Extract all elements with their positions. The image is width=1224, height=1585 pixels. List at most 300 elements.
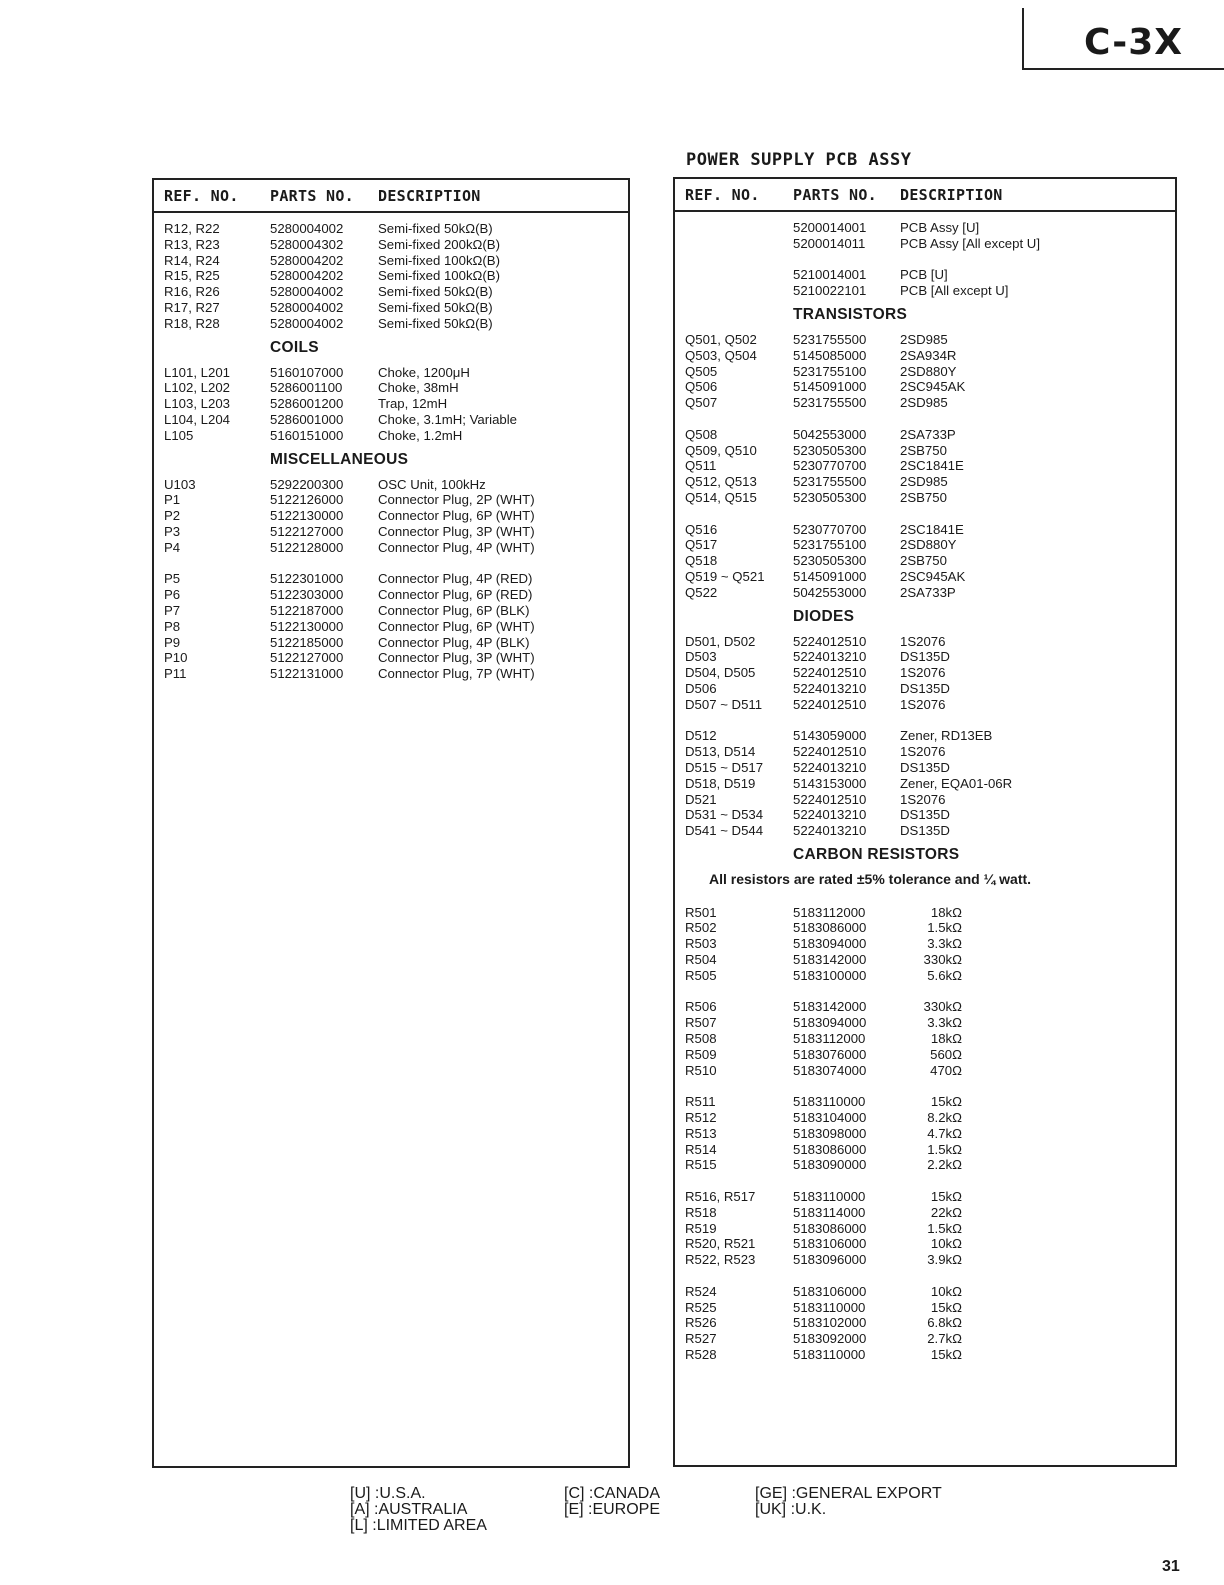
table-row (675, 665, 1175, 681)
table-row (675, 968, 1175, 984)
part-no: 5042553000 (793, 584, 867, 600)
ref-no: Q508 (685, 426, 718, 442)
ref-no: R520, R521 (685, 1236, 756, 1252)
legend-item (350, 1517, 487, 1535)
table-row (675, 1315, 1175, 1331)
row-gap (675, 411, 1175, 427)
legend-name: LIMITED AREA (376, 1517, 487, 1534)
table-row (675, 681, 1175, 697)
part-no: 5183110000 (793, 1094, 866, 1110)
description: 2.7kΩ (927, 1331, 962, 1347)
part-no: 5122126000 (270, 492, 344, 508)
group-title (675, 839, 1175, 872)
description: 1S2076 (900, 744, 946, 760)
ref-no: P10 (164, 650, 188, 666)
table-body (154, 221, 628, 682)
part-no: 5183106000 (793, 1283, 867, 1299)
table-row (675, 1205, 1175, 1221)
table-row (675, 1221, 1175, 1237)
description: DS135D (900, 680, 950, 696)
ref-no: R18, R28 (164, 315, 220, 331)
description: 2SB750 (900, 489, 947, 505)
part-no: 5286001000 (270, 411, 344, 427)
ref-no: Q512, Q513 (685, 474, 757, 490)
description: 560Ω (930, 1046, 962, 1062)
part-no: 5183092000 (793, 1331, 867, 1347)
table-row (154, 412, 628, 428)
ref-no: Q509, Q510 (685, 442, 757, 458)
ref-no: R519 (685, 1220, 717, 1236)
table-row (154, 284, 628, 300)
table-row (675, 1015, 1175, 1031)
table-row (675, 776, 1175, 792)
ref-no: Q501, Q502 (685, 331, 757, 347)
description: 15kΩ (930, 1189, 962, 1205)
ref-no: L101, L201 (164, 364, 231, 380)
legend-name: EUROPE (592, 1501, 661, 1518)
legend-name: U.S.A. (379, 1485, 426, 1502)
ref-no: D518, D519 (685, 775, 756, 791)
table-row (154, 237, 628, 253)
description: Connector Plug, 2P (WHT) (378, 492, 535, 508)
parts-no-header: PARTS NO. (270, 187, 354, 205)
part-no: 5183106000 (793, 1236, 867, 1252)
part-no: 5143153000 (793, 775, 867, 791)
description: Connector Plug, 6P (WHT) (378, 618, 535, 634)
legend-code: [L] : (350, 1517, 377, 1534)
part-no: 5122130000 (270, 508, 344, 524)
table-row (675, 728, 1175, 744)
part-no: 5042553000 (793, 426, 867, 442)
table-row (154, 253, 628, 269)
part-no: 5122131000 (270, 666, 344, 682)
description: 2SD880Y (900, 537, 957, 553)
ref-no: Q518 (685, 553, 718, 569)
description: Choke, 38mH (378, 380, 459, 396)
ref-no: R14, R24 (164, 252, 220, 268)
description: Connector Plug, 7P (WHT) (378, 666, 535, 682)
ref-no: R511 (685, 1094, 716, 1110)
part-no: 5210014001 (793, 267, 867, 283)
table-row (675, 474, 1175, 490)
part-no: 5231755500 (793, 474, 867, 490)
part-no: 5183100000 (793, 967, 867, 983)
ref-no: R510 (685, 1062, 717, 1078)
description: Zener, RD13EB (900, 728, 993, 744)
part-no: 5160107000 (270, 364, 344, 380)
table-row (154, 666, 628, 682)
description: Choke, 3.1mH; Variable (378, 411, 518, 427)
table-row (154, 635, 628, 651)
table-row (675, 744, 1175, 760)
description: Connector Plug, 6P (RED) (378, 587, 533, 603)
description: 18kΩ (930, 904, 962, 920)
legend-code: [GE] : (755, 1485, 796, 1502)
part-no: 5122301000 (270, 571, 344, 587)
ref-no: D531 ~ D534 (685, 807, 764, 823)
row-gap (675, 1173, 1175, 1189)
ref-no: P9 (164, 634, 181, 650)
part-no: 5183076000 (793, 1046, 867, 1062)
ref-no: P6 (164, 587, 181, 603)
section-title: POWER SUPPLY PCB ASSY (686, 150, 912, 170)
ref-no: R512 (685, 1110, 717, 1126)
ref-no: R525 (685, 1299, 717, 1315)
row-gap (675, 713, 1175, 729)
part-no: 5280004002 (270, 299, 344, 315)
table-row (675, 458, 1175, 474)
description: Choke, 1200μH (378, 364, 470, 380)
ref-no: R13, R23 (164, 236, 220, 252)
description: 2SA934R (900, 347, 957, 363)
model-box (1022, 8, 1224, 70)
description: 15kΩ (930, 1347, 962, 1362)
table-row (675, 1063, 1175, 1079)
part-no: 5145091000 (793, 379, 867, 395)
table-row (675, 1110, 1175, 1126)
description: Semi-fixed 50kΩ(B) (378, 221, 493, 236)
part-no: 5122187000 (270, 602, 344, 618)
part-no: 5280004202 (270, 268, 344, 284)
part-no: 5122127000 (270, 650, 344, 666)
ref-no: R506 (685, 999, 717, 1015)
description: PCB Assy [All except U] (900, 235, 1040, 251)
ref-no: R12, R22 (164, 221, 220, 236)
legend-name: GENERAL EXPORT (795, 1485, 942, 1502)
part-no: 5231755500 (793, 331, 867, 347)
table-row (675, 1236, 1175, 1252)
description: DS135D (900, 759, 950, 775)
part-no: 5183086000 (793, 920, 867, 936)
table-row (154, 508, 628, 524)
table-row (154, 380, 628, 396)
description: 2SC1841E (900, 521, 964, 537)
part-no: 5122185000 (270, 634, 344, 650)
description: 2SD880Y (900, 363, 957, 379)
table-row (675, 379, 1175, 395)
row-gap (675, 252, 1175, 268)
table-row (154, 268, 628, 284)
table-row (675, 697, 1175, 713)
description: Trap, 12mH (378, 396, 448, 412)
ref-no: Q514, Q515 (685, 489, 757, 505)
table-row (675, 348, 1175, 364)
part-no: 5183094000 (793, 936, 867, 952)
group-title-text: CARBON RESISTORS (793, 845, 960, 863)
ref-no: P1 (164, 492, 181, 508)
table-row (154, 316, 628, 332)
table-row (675, 936, 1175, 952)
table-row (675, 634, 1175, 650)
part-no: 5230505300 (793, 489, 867, 505)
table-row (675, 1331, 1175, 1347)
description: 4.7kΩ (927, 1125, 962, 1141)
ref-no: R526 (685, 1315, 717, 1331)
table-row (675, 395, 1175, 411)
part-no: 5280004202 (270, 252, 344, 268)
group-title (675, 601, 1175, 634)
part-no: 5122303000 (270, 587, 344, 603)
ref-no: R16, R26 (164, 284, 220, 300)
ref-no: D541 ~ D544 (685, 823, 764, 839)
part-no: 5200014011 (793, 235, 866, 251)
description: 2SC945AK (900, 379, 966, 395)
description: 3.9kΩ (927, 1252, 962, 1268)
ref-no: P4 (164, 539, 181, 555)
part-no: 5183096000 (793, 1252, 867, 1268)
description: DS135D (900, 649, 950, 665)
part-no: 5224013210 (793, 807, 867, 823)
description: 2SD985 (900, 331, 948, 347)
ref-no: Q517 (685, 537, 718, 553)
model-name: C-3X (1084, 22, 1183, 63)
ref-no: P2 (164, 508, 181, 524)
part-no: 5280004002 (270, 284, 344, 300)
legend-item (755, 1501, 826, 1519)
description: Connector Plug, 6P (BLK) (378, 602, 530, 618)
part-no: 5183074000 (793, 1062, 867, 1078)
ref-no: L105 (164, 427, 194, 443)
group-title (154, 332, 628, 365)
ref-no: Q511 (685, 458, 717, 474)
description: 3.3kΩ (927, 936, 962, 952)
description: Connector Plug, 3P (WHT) (378, 523, 535, 539)
row-gap (675, 889, 1175, 905)
description: Semi-fixed 200kΩ(B) (378, 236, 500, 252)
legend-name: AUSTRALIA (378, 1501, 468, 1518)
part-no: 5122130000 (270, 618, 344, 634)
table-row (675, 427, 1175, 443)
table-row (675, 443, 1175, 459)
ref-no: P7 (164, 602, 181, 618)
part-no: 5183114000 (793, 1204, 866, 1220)
table-row (154, 650, 628, 666)
table-row (154, 428, 628, 444)
part-no: 5231755100 (793, 363, 867, 379)
table-row (675, 332, 1175, 348)
ref-no: L103, L203 (164, 396, 231, 412)
ref-no-header: REF. NO. (164, 187, 239, 205)
description: 2SC945AK (900, 568, 966, 584)
description: Connector Plug, 3P (WHT) (378, 650, 535, 666)
description: 10kΩ (930, 1283, 962, 1299)
description: Connector Plug, 4P (RED) (378, 571, 533, 587)
description: DS135D (900, 823, 950, 839)
table-row (675, 999, 1175, 1015)
row-gap (154, 556, 628, 572)
ref-no: R509 (685, 1046, 717, 1062)
description: Semi-fixed 100kΩ(B) (378, 252, 500, 268)
ref-no: R528 (685, 1347, 717, 1362)
description: 1S2076 (900, 633, 946, 649)
ref-no: D504, D505 (685, 665, 756, 681)
group-title (675, 299, 1175, 332)
part-no: 5224012510 (793, 633, 867, 649)
part-no: 5286001200 (270, 396, 344, 412)
part-no: 5231755500 (793, 395, 867, 411)
ref-no: D506 (685, 680, 717, 696)
group-note-text: All resistors are rated ±5% tolerance and ¼ watt. (709, 870, 1032, 887)
part-no: 5122127000 (270, 523, 344, 539)
table-row (675, 267, 1175, 283)
ref-no: R504 (685, 952, 717, 968)
ref-no: R527 (685, 1331, 717, 1347)
description: Connector Plug, 4P (WHT) (378, 539, 535, 555)
ref-no: Q522 (685, 584, 718, 600)
table-row (675, 490, 1175, 506)
part-no: 5183094000 (793, 1015, 867, 1031)
group-title-text: COILS (270, 338, 319, 356)
parts-no-header: PARTS NO. (793, 186, 877, 204)
part-no: 5200014001 (793, 220, 867, 235)
table-row (154, 477, 628, 493)
ref-no: R15, R25 (164, 268, 220, 284)
row-gap (675, 1268, 1175, 1284)
part-no: 5183086000 (793, 1141, 867, 1157)
ref-no: Q503, Q504 (685, 347, 757, 363)
description: 2SC1841E (900, 458, 964, 474)
ref-no: D512 (685, 728, 717, 744)
part-no: 5183090000 (793, 1157, 867, 1173)
part-no: 5230505300 (793, 553, 867, 569)
description: 330kΩ (923, 952, 962, 968)
table-row (154, 396, 628, 412)
table-row (675, 585, 1175, 601)
table-row (154, 300, 628, 316)
part-no: 5183102000 (793, 1315, 867, 1331)
part-no: 5143059000 (793, 728, 867, 744)
group-note (675, 872, 1175, 889)
description: 15kΩ (930, 1094, 962, 1110)
description: 10kΩ (930, 1236, 962, 1252)
part-no: 5183142000 (793, 999, 867, 1015)
description: OSC Unit, 100kHz (378, 476, 486, 492)
ref-no: D507 ~ D511 (685, 696, 763, 712)
table-row (675, 823, 1175, 839)
part-no: 5280004002 (270, 221, 344, 236)
ref-no: Q507 (685, 395, 718, 411)
group-title-text: DIODES (793, 607, 855, 625)
ref-no: R513 (685, 1125, 717, 1141)
description: 1S2076 (900, 696, 946, 712)
row-gap (675, 984, 1175, 1000)
part-no: 5231755100 (793, 537, 867, 553)
table-row (675, 760, 1175, 776)
ref-no: D503 (685, 649, 717, 665)
ref-no: R524 (685, 1283, 717, 1299)
table-row (675, 553, 1175, 569)
legend-code: [U] : (350, 1485, 380, 1502)
part-no: 5183142000 (793, 952, 867, 968)
description: PCB Assy [U] (900, 220, 980, 235)
table-row (675, 905, 1175, 921)
description: Semi-fixed 50kΩ(B) (378, 284, 493, 300)
group-title-text: TRANSISTORS (793, 305, 908, 323)
table-row (154, 540, 628, 556)
ref-no: D501, D502 (685, 633, 756, 649)
ref-no: D515 ~ D517 (685, 759, 764, 775)
legend-code: [UK] : (755, 1501, 796, 1518)
table-row (675, 1300, 1175, 1316)
part-no: 5280004002 (270, 315, 344, 331)
part-no: 5183110000 (793, 1299, 866, 1315)
part-no: 5224013210 (793, 823, 867, 839)
ref-no: U103 (164, 476, 196, 492)
ref-no: Q505 (685, 363, 718, 379)
legend-item (564, 1501, 660, 1519)
legend-name: CANADA (593, 1485, 661, 1502)
part-no: 5292200300 (270, 476, 344, 492)
ref-no: R514 (685, 1141, 717, 1157)
table-row (675, 1252, 1175, 1268)
ref-no: R518 (685, 1204, 717, 1220)
ref-no: R502 (685, 920, 717, 936)
table-row (154, 492, 628, 508)
part-no: 5230770700 (793, 521, 867, 537)
ref-no: L102, L202 (164, 380, 231, 396)
ref-no: P11 (164, 666, 187, 682)
part-no: 5183112000 (793, 1031, 866, 1047)
description: 15kΩ (930, 1299, 962, 1315)
description: Choke, 1.2mH (378, 427, 463, 443)
description: 1.5kΩ (927, 1141, 962, 1157)
table-row (675, 522, 1175, 538)
description: Connector Plug, 6P (WHT) (378, 508, 535, 524)
part-no: 5286001100 (270, 380, 343, 396)
part-no: 5224012510 (793, 744, 867, 760)
description: 3.3kΩ (927, 1015, 962, 1031)
description: 2SB750 (900, 442, 947, 458)
description: 2.2kΩ (927, 1157, 962, 1173)
ref-no: R505 (685, 967, 717, 983)
table-row (675, 952, 1175, 968)
description: Semi-fixed 50kΩ(B) (378, 315, 493, 331)
description: 2SA733P (900, 584, 956, 600)
part-no: 5210022101 (793, 283, 867, 299)
description: Connector Plug, 4P (BLK) (378, 634, 530, 650)
part-no: 5224012510 (793, 696, 867, 712)
table-row (675, 1189, 1175, 1205)
part-no: 5122128000 (270, 539, 344, 555)
row-gap (675, 506, 1175, 522)
description: 2SD985 (900, 474, 948, 490)
description: 8.2kΩ (927, 1110, 962, 1126)
table-row (675, 792, 1175, 808)
legend-code: [C] : (564, 1485, 594, 1502)
ref-no: R508 (685, 1031, 717, 1047)
ref-no: R516, R517 (685, 1189, 756, 1205)
description: 2SA733P (900, 426, 956, 442)
part-no: 5183110000 (793, 1189, 866, 1205)
ref-no: Q519 ~ Q521 (685, 568, 765, 584)
table-row (675, 1094, 1175, 1110)
description: PCB [All except U] (900, 283, 1009, 299)
table-row (675, 236, 1175, 252)
part-no: 5183098000 (793, 1125, 867, 1141)
ref-no: P3 (164, 523, 181, 539)
part-no: 5183086000 (793, 1220, 867, 1236)
table-row (675, 1047, 1175, 1063)
ref-no: R503 (685, 936, 717, 952)
description: 1S2076 (900, 791, 946, 807)
description: 1.5kΩ (927, 920, 962, 936)
description: 1S2076 (900, 665, 946, 681)
table-header (154, 180, 628, 213)
ref-no: R507 (685, 1015, 717, 1031)
group-title-text: MISCELLANEOUS (270, 450, 409, 468)
part-no: 5224012510 (793, 665, 867, 681)
group-title (154, 444, 628, 477)
